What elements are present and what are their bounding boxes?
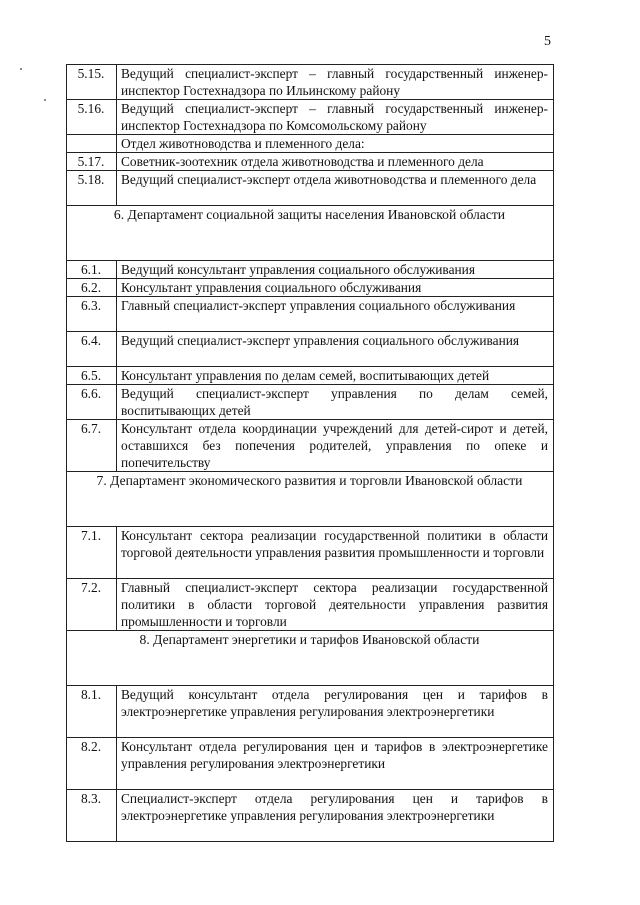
position-title: Ведущий консультант управления социального обслуживания: [117, 261, 554, 279]
table-row: [67, 279, 554, 297]
row-number: 6.6.: [67, 385, 117, 420]
position-title: Ведущий специалист-эксперт управления социального обслуживания: [117, 332, 554, 367]
table-row: [67, 100, 554, 135]
position-title: Ведущий специалист-эксперт отдела животноводства и племенного дела: [117, 171, 554, 206]
position-title: Консультант управления по делам семей, воспитывающих детей: [117, 367, 554, 385]
position-title: Ведущий специалист-эксперт – главный государственный инженер-инспектор Гостехнадзора по Комсомольскому району: [117, 100, 554, 135]
row-number: 8.2.: [67, 738, 117, 790]
table-row: [67, 153, 554, 171]
row-number: 7.2.: [67, 579, 117, 631]
section-heading: 6. Департамент социальной защиты населения Ивановской области: [67, 206, 554, 261]
position-title: Консультант управления социального обслуживания: [117, 279, 554, 297]
position-title: Ведущий специалист-эксперт – главный государственный инженер-инспектор Гостехнадзора по Ильинскому району: [117, 65, 554, 100]
row-number: 6.1.: [67, 261, 117, 279]
row-number: 7.1.: [67, 527, 117, 579]
table-row: [67, 261, 554, 279]
section-heading: 8. Департамент энергетики и тарифов Ивановской области: [67, 631, 554, 686]
row-number: 6.3.: [67, 297, 117, 332]
position-title: Главный специалист-эксперт сектора реализации государственной политики в области торговой деятельности управления развития промышленности и торговли: [117, 579, 554, 631]
table-row: [67, 790, 554, 842]
row-number: 6.4.: [67, 332, 117, 367]
row-number: 5.15.: [67, 65, 117, 100]
position-title: Специалист-эксперт отдела регулирования цен и тарифов в электроэнергетике управления регулирования электроэнергетики: [117, 790, 554, 842]
table-row: [67, 527, 554, 579]
section-row: [67, 631, 554, 686]
row-number: [67, 135, 117, 153]
row-number: 5.17.: [67, 153, 117, 171]
position-title: Главный специалист-эксперт управления социального обслуживания: [117, 297, 554, 332]
row-number: 6.7.: [67, 420, 117, 472]
row-number: 5.18.: [67, 171, 117, 206]
row-number: 6.2.: [67, 279, 117, 297]
section-row: [67, 206, 554, 261]
position-title: Консультант сектора реализации государственной политики в области торговой деятельности управления развития промышленности и торговли: [117, 527, 554, 579]
section-row: [67, 472, 554, 527]
page-number: 5: [544, 34, 551, 49]
table-row: [67, 686, 554, 738]
table-row: [67, 420, 554, 472]
table-row: [67, 297, 554, 332]
position-title: Ведущий консультант отдела регулирования цен и тарифов в электроэнергетике управления регулирования электроэнергетики: [117, 686, 554, 738]
scan-speck: [20, 68, 22, 70]
table-row: [67, 171, 554, 206]
table-row: [67, 65, 554, 100]
position-title: Консультант отдела регулирования цен и тарифов в электроэнергетике управления регулирования электроэнергетики: [117, 738, 554, 790]
table-row: [67, 367, 554, 385]
positions-table: [66, 64, 554, 842]
table-row: [67, 738, 554, 790]
row-number: 8.3.: [67, 790, 117, 842]
position-title: Консультант отдела координации учреждений для детей-сирот и детей, оставшихся без попечения родителей, управления по опеке и попечительству: [117, 420, 554, 472]
table-row: [67, 385, 554, 420]
table-row: [67, 135, 554, 153]
section-heading: 7. Департамент экономического развития и торговли Ивановской области: [67, 472, 554, 527]
table-row: [67, 579, 554, 631]
subsection-title: Отдел животноводства и племенного дела:: [117, 135, 554, 153]
row-number: 6.5.: [67, 367, 117, 385]
position-title: Ведущий специалист-эксперт управления по делам семей, воспитывающих детей: [117, 385, 554, 420]
table-row: [67, 332, 554, 367]
scan-speck: [44, 99, 46, 101]
row-number: 5.16.: [67, 100, 117, 135]
row-number: 8.1.: [67, 686, 117, 738]
position-title: Советник-зоотехник отдела животноводства и племенного дела: [117, 153, 554, 171]
